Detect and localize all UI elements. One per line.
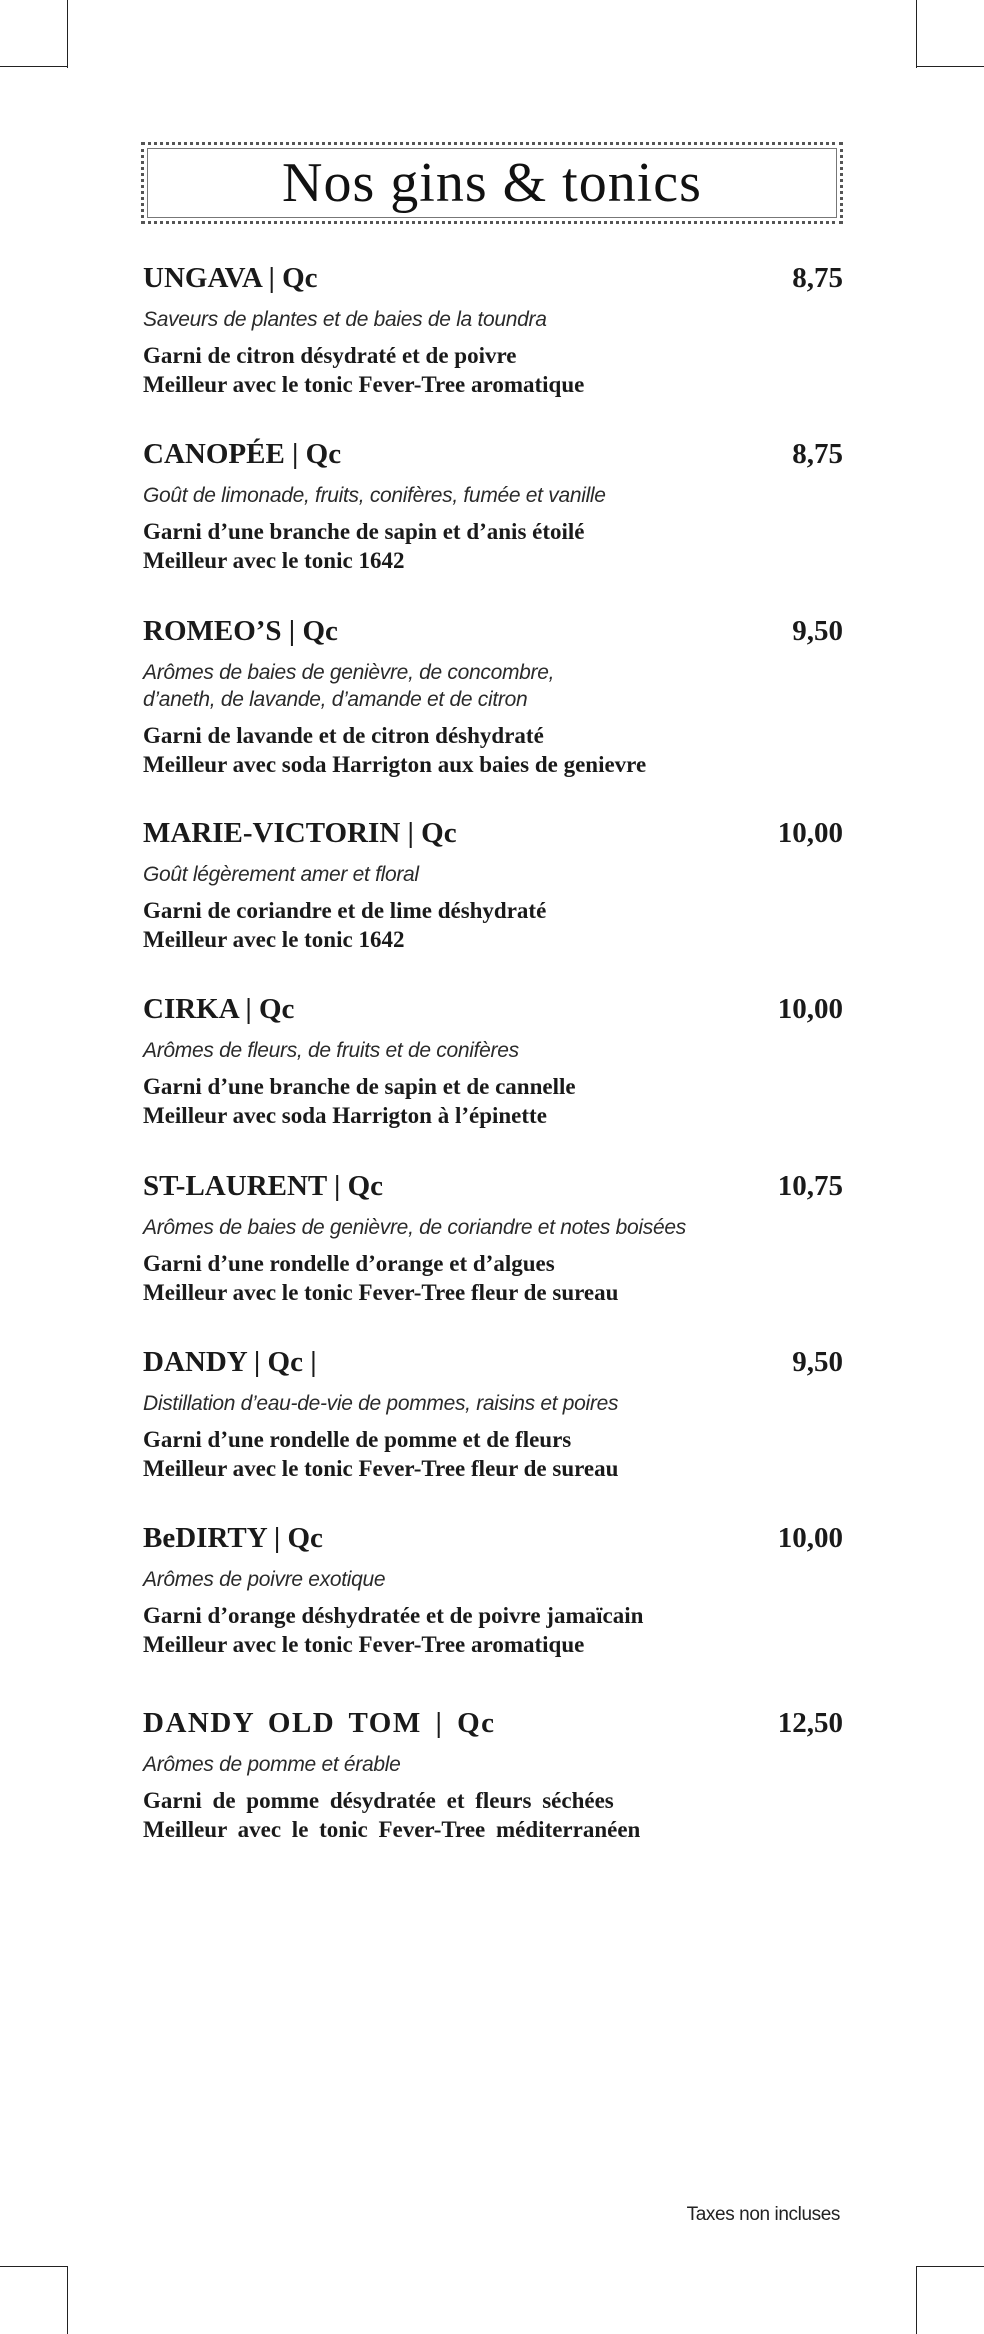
menu-item-bedirty (143, 1518, 843, 1659)
crop-mark (67, 0, 68, 68)
crop-mark (0, 66, 68, 67)
item-name: BeDIRTY | Qc (143, 1522, 323, 1554)
crop-mark (916, 0, 917, 68)
crop-mark (0, 2266, 68, 2267)
item-name: DANDY OLD TOM | Qc (143, 1707, 496, 1739)
item-price: 10,75 (777, 1170, 843, 1202)
item-description: Arômes de baies de genièvre, de concombre, (143, 661, 555, 684)
item-garnish: Garni d’une branche de sapin et de cannelle (143, 1074, 576, 1099)
item-garnish: Garni de pomme désydratée et fleurs séchées (143, 1788, 614, 1813)
menu-item-marie-victorin (143, 813, 843, 954)
item-garnish: Garni d’une rondelle d’orange et d’algues (143, 1251, 555, 1276)
item-price: 10,00 (777, 993, 843, 1025)
menu-item-romeos (143, 611, 843, 779)
item-price: 10,00 (777, 1522, 843, 1554)
item-name: MARIE-VICTORIN | Qc (143, 817, 457, 849)
item-price: 8,75 (792, 438, 843, 470)
menu-item-cirka (143, 989, 843, 1130)
item-garnish: Garni d’orange déshydratée et de poivre jamaïcain (143, 1603, 644, 1628)
menu-title: Nos gins & tonics (282, 152, 702, 214)
item-name: CANOPÉE | Qc (143, 438, 342, 470)
item-pairing: Meilleur avec soda Harrigton à l’épinette (143, 1103, 547, 1128)
crop-mark (67, 2266, 68, 2334)
item-pairing: Meilleur avec soda Harrigton aux baies de genievre (143, 752, 647, 777)
item-name: CIRKA | Qc (143, 993, 295, 1025)
item-pairing: Meilleur avec le tonic Fever-Tree aromatique (143, 372, 585, 397)
item-garnish: Garni d’une branche de sapin et d’anis étoilé (143, 519, 585, 544)
item-description: Saveurs de plantes et de baies de la toundra (143, 308, 547, 331)
item-name: ROMEO’S | Qc (143, 615, 338, 647)
item-pairing: Meilleur avec le tonic 1642 (143, 927, 405, 952)
crop-mark (916, 66, 984, 67)
item-description: Arômes de pomme et érable (143, 1753, 401, 1776)
item-price: 10,00 (777, 817, 843, 849)
item-description: Arômes de baies de genièvre, de coriandre et notes boisées (143, 1216, 686, 1239)
menu-item-st-laurent (143, 1166, 843, 1307)
crop-mark (916, 2266, 984, 2267)
item-description: Goût légèrement amer et floral (143, 863, 419, 886)
menu-item-dandy (143, 1342, 843, 1483)
item-garnish: Garni de citron désydraté et de poivre (143, 343, 517, 368)
item-price: 9,50 (792, 615, 843, 647)
item-pairing: Meilleur avec le tonic Fever-Tree aromatique (143, 1632, 585, 1657)
item-price: 12,50 (777, 1707, 843, 1739)
tax-note: Taxes non incluses (686, 2204, 840, 2225)
item-price: 9,50 (792, 1346, 843, 1378)
menu-item-dandy-old-tom (143, 1703, 843, 1844)
item-pairing: Meilleur avec le tonic 1642 (143, 548, 405, 573)
item-price: 8,75 (792, 262, 843, 294)
item-name: DANDY | Qc | (143, 1346, 317, 1378)
item-garnish: Garni d’une rondelle de pomme et de fleurs (143, 1427, 572, 1452)
item-description: Arômes de fleurs, de fruits et de conifères (143, 1039, 519, 1062)
menu-item-canopee (143, 434, 843, 575)
item-description: d’aneth, de lavande, d’amande et de citron (143, 688, 528, 711)
item-garnish: Garni de coriandre et de lime déshydraté (143, 898, 547, 923)
item-description: Goût de limonade, fruits, conifères, fumée et vanille (143, 484, 606, 507)
crop-mark (916, 2266, 917, 2334)
item-description: Distillation d’eau-de-vie de pommes, raisins et poires (143, 1392, 619, 1415)
item-name: UNGAVA | Qc (143, 262, 318, 294)
item-pairing: Meilleur avec le tonic Fever-Tree fleur de sureau (143, 1280, 619, 1305)
item-garnish: Garni de lavande et de citron déshydraté (143, 723, 544, 748)
item-name: ST-LAURENT | Qc (143, 1170, 384, 1202)
menu-item-ungava (143, 258, 843, 399)
item-pairing: Meilleur avec le tonic Fever-Tree méditerranéen (143, 1817, 641, 1842)
item-description: Arômes de poivre exotique (143, 1568, 386, 1591)
title-frame (141, 142, 843, 224)
item-pairing: Meilleur avec le tonic Fever-Tree fleur de sureau (143, 1456, 619, 1481)
